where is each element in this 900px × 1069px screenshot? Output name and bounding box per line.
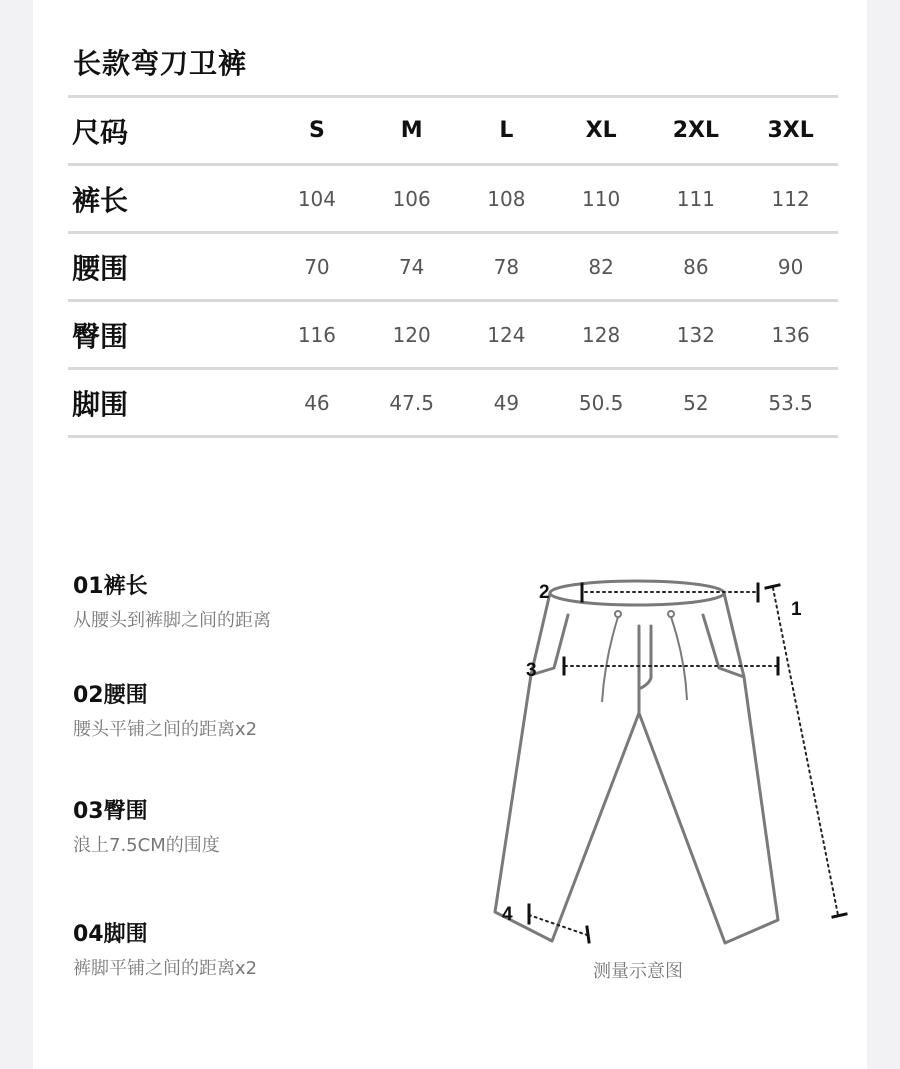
marker-1: 1 xyxy=(791,599,802,620)
product-title: 长款弯刀卫裤 xyxy=(73,47,248,80)
table-cell: 49 xyxy=(493,390,520,415)
table-cell: 53.5 xyxy=(768,390,813,415)
table-row xyxy=(68,233,838,301)
legend-title: 03臀围 xyxy=(73,799,148,824)
table-cell: 106 xyxy=(392,186,431,211)
diagram-caption: 测量示意图 xyxy=(593,961,683,982)
table-cell: 90 xyxy=(777,254,804,279)
row-label-leg-opening: 脚围 xyxy=(72,387,129,421)
eyelet xyxy=(615,611,621,617)
size-column-header: 2XL xyxy=(672,118,720,143)
size-column-header: 3XL xyxy=(767,118,814,143)
legend-desc: 腰头平铺之间的距离x2 xyxy=(73,719,258,740)
table-cell: 112 xyxy=(771,186,810,211)
table-cell: 86 xyxy=(683,254,709,279)
table-row xyxy=(68,369,838,437)
marker-3: 3 xyxy=(526,660,537,681)
legend-item-hip xyxy=(73,797,220,857)
row-label-waist: 腰围 xyxy=(72,251,129,285)
table-cell: 82 xyxy=(588,254,614,279)
table-row xyxy=(68,165,838,233)
marker-4: 4 xyxy=(502,904,513,925)
table-cell: 128 xyxy=(582,322,621,347)
measure-end-cap xyxy=(587,927,589,942)
legend-item-leg-opening xyxy=(73,920,257,980)
measure-end-cap xyxy=(766,585,779,588)
fly-seam xyxy=(641,626,651,688)
table-cell: 116 xyxy=(297,322,337,347)
leg-opening-measure-line xyxy=(529,915,587,935)
row-label-length: 裤长 xyxy=(72,183,129,217)
legend-item-length xyxy=(73,572,271,632)
table-cell: 46 xyxy=(304,390,330,415)
table-cell: 50.5 xyxy=(578,390,624,415)
table-cell: 52 xyxy=(683,390,709,415)
legend-title: 04脚围 xyxy=(73,922,148,947)
legend-title: 02腰围 xyxy=(73,683,148,708)
legend-item-waist xyxy=(73,681,257,741)
table-cell: 47.5 xyxy=(389,390,434,415)
size-chart-card xyxy=(33,0,867,1069)
table-cell: 124 xyxy=(487,322,526,347)
table-cell: 104 xyxy=(297,186,337,211)
length-measure-line xyxy=(773,588,838,915)
table-cell: 132 xyxy=(676,322,715,347)
size-column-header: S xyxy=(309,118,325,143)
size-table xyxy=(68,95,838,438)
legend-desc: 裤脚平铺之间的距离x2 xyxy=(73,958,258,979)
row-label-hip: 臀围 xyxy=(72,319,129,353)
size-header-label: 尺码 xyxy=(72,115,129,149)
legend-desc: 浪上7.5CM的围度 xyxy=(73,835,220,856)
waistband-outline xyxy=(550,581,724,605)
pants-outline xyxy=(495,593,778,943)
legend-desc: 从腰头到裤脚之间的距离 xyxy=(73,610,271,631)
table-cell: 108 xyxy=(487,186,526,211)
size-column-header: XL xyxy=(585,118,617,143)
table-cell: 74 xyxy=(398,254,425,279)
table-cell: 110 xyxy=(582,186,621,211)
size-column-header: L xyxy=(499,118,514,143)
table-cell: 70 xyxy=(304,254,330,279)
marker-2: 2 xyxy=(539,582,550,603)
drawstring xyxy=(671,617,687,700)
table-cell: 78 xyxy=(493,254,520,279)
size-column-header: M xyxy=(400,118,423,143)
table-cell: 136 xyxy=(771,322,810,347)
pants-measurement-diagram xyxy=(453,560,853,960)
drawstring xyxy=(602,617,618,702)
table-cell: 111 xyxy=(676,186,715,211)
table-row xyxy=(68,301,838,369)
measure-end-cap xyxy=(833,914,846,917)
size-header-row xyxy=(68,97,838,165)
legend-title: 01裤长 xyxy=(73,574,148,599)
table-cell: 120 xyxy=(392,322,431,347)
eyelet xyxy=(668,611,674,617)
